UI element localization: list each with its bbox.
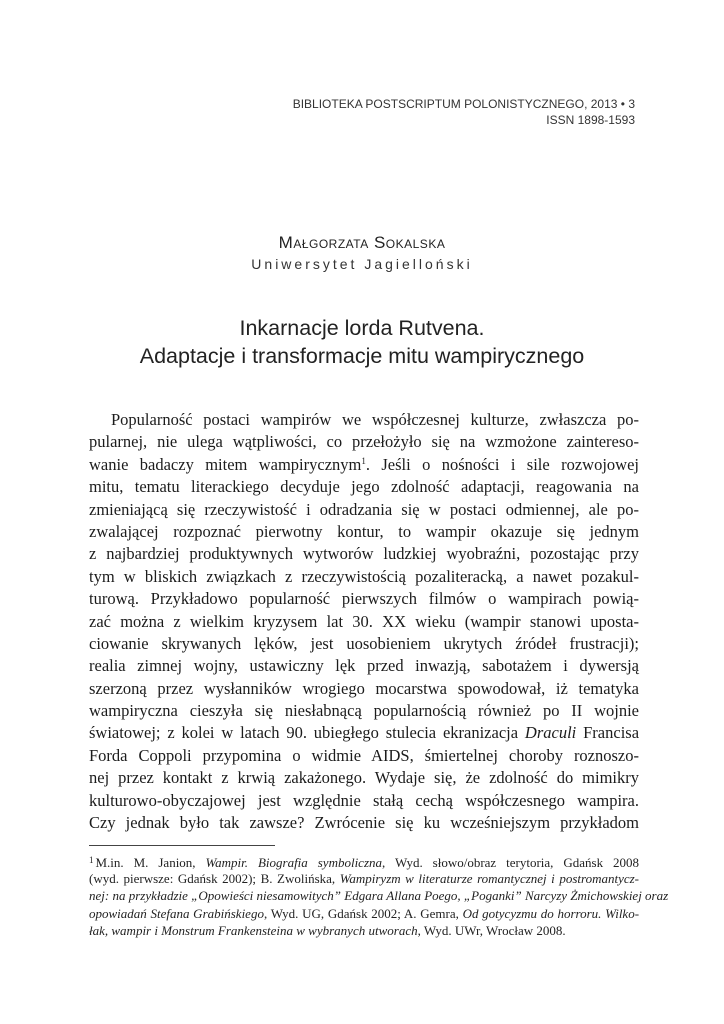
- body-line: z najbardziej produktywnych wytworów ludzkiej wyobraźni, pozostając przy: [89, 544, 639, 564]
- body-line: turową. Przykładowo popularność pierwszych filmów o wampirach powią-: [89, 589, 639, 609]
- footnote-marker: 1: [89, 855, 94, 865]
- title-line-2: Adaptacje i transformacje mitu wampirycznego: [139, 344, 585, 368]
- footnote-line: [89, 922, 639, 940]
- body-line-text: Popularność postaci wampirów we współczesnej kulturze, zwłaszcza po-: [111, 410, 639, 429]
- footnote-italic: łak, wampir i Monstrum Frankensteina w wybranych utworach: [89, 923, 418, 939]
- footnote-line: [89, 870, 639, 888]
- body-line: tym w bliskich związkach z rzeczywistością pozaliteracką, a nawet pozakul-: [89, 566, 639, 586]
- body-line: [89, 722, 639, 744]
- body-line: nej przez kontakt z krwią zakażonego. Wydaje się, że zdolność do mimikry: [89, 768, 639, 788]
- author-name: Małgorzata Sokalska: [278, 233, 446, 252]
- journal-line: BIBLIOTEKA POSTSCRIPTUM POLONISTYCZNEGO, 2013 • 3: [292, 97, 635, 111]
- body-line: mitu, tematu literackiego decyduje jego zdolność adaptacji, reagowania na: [89, 477, 639, 497]
- footnote-text: , Wyd. UWr, Wrocław 2008.: [417, 923, 566, 939]
- issn-line: ISSN 1898-1593: [546, 113, 635, 127]
- body-line-text: . Jeśli o nośności i sile rozwojowej: [365, 454, 639, 474]
- title-line-1: Inkarnacje lorda Rutvena.: [239, 316, 485, 340]
- footnote-text: (wyd. pierwsze: Gdańsk 2002); B. Zwolińska,: [89, 870, 336, 886]
- author-block: [0, 232, 724, 274]
- body-line-text: wanie badaczy mitem wampirycznym: [89, 454, 362, 474]
- body-line-text: Francisa: [583, 723, 640, 743]
- body-line-text: światowej; z kolei w latach 90. ubiegłego stulecia ekranizacja: [89, 723, 519, 743]
- footnote-italic: Wampir. Biografia symboliczna: [205, 855, 383, 870]
- body-line: kulturowo-obyczajowej jest względnie stałą cechą współczesnego wampira.: [89, 790, 639, 810]
- footnote-text: , Wyd. słowo/obraz terytoria, Gdańsk 2008: [382, 855, 640, 870]
- footnote-italic: Od gotycyzmu do horroru. Wilko-: [462, 905, 640, 921]
- body-line: Czy jednak było tak zawsze? Zwrócenie się ku wcześniejszym przykładom: [89, 813, 639, 833]
- author-affiliation: Uniwersytet Jagielloński: [251, 256, 473, 272]
- journal-header: [293, 96, 635, 128]
- footnote-reference[interactable]: 1: [361, 455, 366, 466]
- body-line: ciowanie skrywanych lęków, jest uosobieniem ukrytych źródeł frustracji);: [89, 633, 639, 653]
- footnote-line: [89, 887, 669, 905]
- footnote-italic: Wampiryzm w literaturze romantycznej i postromantycz-: [339, 870, 640, 886]
- footnote-italic: opowiadań Stefana Grabińskiego: [89, 905, 264, 921]
- italic-title: Draculi: [524, 723, 577, 743]
- body-paragraph: [89, 409, 639, 834]
- body-line: zwalającej rozpoznać pierwotny kontur, to wampir okazuje się jednym: [89, 521, 639, 541]
- body-line: [89, 454, 639, 476]
- footnote-italic: nej: na przykładzie „Opowieści niesamowitych” Edgara Allana Poego, „Poganki” Narcyzy Żmichowskiej oraz: [89, 888, 669, 904]
- footnote-block: [89, 852, 669, 940]
- body-line: zać można z wielkim kryzysem lat 30. XX wieku (wampir stanowi uposta-: [89, 611, 639, 631]
- footnote-text: , Wyd. UG, Gdańsk 2002; A. Gemra,: [263, 905, 459, 921]
- body-line: szerzoną przez wysłanników wrogiego mocarstwa spowodował, iż tematyka: [89, 678, 639, 698]
- article-title: [0, 314, 724, 370]
- footnote-line: [89, 852, 639, 870]
- body-line: [89, 409, 639, 431]
- body-line: Forda Coppoli przypomina o widmie AIDS, śmiertelnej choroby roznoszo-: [89, 745, 639, 765]
- footnote-text: M.in. M. Janion,: [95, 855, 196, 870]
- body-line: zmieniającą się rzeczywistość i odradzania się w postaci odmiennej, ale po-: [89, 499, 639, 519]
- footnote-divider: [89, 845, 275, 846]
- footnote-line: [89, 905, 639, 923]
- body-line: wampiryczna cieszyła się niesłabnącą popularnością również po II wojnie: [89, 701, 639, 721]
- body-line: pularnej, nie ulega wątpliwości, co przełożyło się na wzmożone zaintereso-: [89, 432, 639, 452]
- body-line: realia zimnej wojny, ustawiczny lęk przed inwazją, sabotażem i dywersją: [89, 656, 639, 676]
